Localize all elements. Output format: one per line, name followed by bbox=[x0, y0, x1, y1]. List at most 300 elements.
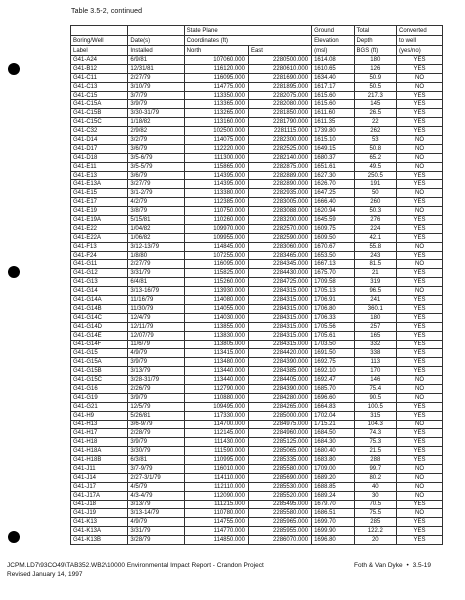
cell-date-installed: 3/30-31/79 bbox=[128, 109, 184, 118]
cell-boring-label: G41-G14D bbox=[71, 322, 128, 331]
cell-north-coord: 114395.000 bbox=[184, 180, 248, 189]
cell-converted-to-well: YES bbox=[397, 198, 443, 207]
cell-ground-elevation: 1615.10 bbox=[312, 136, 354, 145]
table-row bbox=[71, 473, 443, 482]
cell-boring-label: G41-G15A bbox=[71, 358, 128, 367]
cell-converted-to-well: YES bbox=[397, 127, 443, 136]
header-boring-line2: Label bbox=[71, 46, 128, 56]
header-conv-line1: Converted bbox=[397, 26, 443, 36]
cell-converted-to-well: NO bbox=[397, 162, 443, 171]
table-row bbox=[71, 207, 443, 216]
table-row bbox=[71, 367, 443, 376]
cell-converted-to-well: NO bbox=[397, 482, 443, 491]
cell-east-coord: 2285000.000 bbox=[248, 411, 311, 420]
cell-boring-label: G41-G13 bbox=[71, 278, 128, 287]
cell-boring-label: G41-H9 bbox=[71, 411, 128, 420]
cell-converted-to-well: NO bbox=[397, 242, 443, 251]
cell-converted-to-well: YES bbox=[397, 109, 443, 118]
cell-date-installed: 3/5-6/79 bbox=[128, 153, 184, 162]
cell-ground-elevation: 1739.80 bbox=[312, 127, 354, 136]
cell-converted-to-well: YES bbox=[397, 216, 443, 225]
cell-east-coord: 2284315.000 bbox=[248, 322, 311, 331]
cell-east-coord: 2285955.000 bbox=[248, 527, 311, 536]
cell-converted-to-well: NO bbox=[397, 384, 443, 393]
cell-east-coord: 2284265.000 bbox=[248, 402, 311, 411]
cell-north-coord: 114755.000 bbox=[184, 518, 248, 527]
cell-east-coord: 2284405.000 bbox=[248, 376, 311, 385]
cell-north-coord: 111590.000 bbox=[184, 447, 248, 456]
cell-boring-label: G41-J17 bbox=[71, 482, 128, 491]
cell-total-depth: 288 bbox=[354, 456, 396, 465]
cell-north-coord: 113830.000 bbox=[184, 331, 248, 340]
cell-east-coord: 2285690.000 bbox=[248, 473, 311, 482]
cell-converted-to-well: YES bbox=[397, 331, 443, 340]
cell-total-depth: 50.5 bbox=[354, 82, 396, 91]
table-row bbox=[71, 518, 443, 527]
cell-date-installed: 3/13-14/79 bbox=[128, 509, 184, 518]
header-east: East bbox=[248, 46, 311, 56]
cell-north-coord: 113265.000 bbox=[184, 109, 248, 118]
cell-converted-to-well: YES bbox=[397, 313, 443, 322]
cell-date-installed: 3/9/79 bbox=[128, 100, 184, 109]
cell-date-installed: 3/10/79 bbox=[128, 82, 184, 91]
cell-total-depth: 146 bbox=[354, 376, 396, 385]
cell-converted-to-well: NO bbox=[397, 393, 443, 402]
cell-converted-to-well: YES bbox=[397, 56, 443, 65]
cell-north-coord: 113365.000 bbox=[184, 100, 248, 109]
cell-converted-to-well: NO bbox=[397, 420, 443, 429]
cell-north-coord: 112385.000 bbox=[184, 198, 248, 207]
cell-north-coord: 110750.000 bbox=[184, 207, 248, 216]
cell-total-depth: 180 bbox=[354, 56, 396, 65]
cell-ground-elevation: 1645.59 bbox=[312, 216, 354, 225]
cell-north-coord: 114850.000 bbox=[184, 536, 248, 545]
cell-total-depth: 20 bbox=[354, 536, 396, 545]
cell-converted-to-well: YES bbox=[397, 340, 443, 349]
cell-ground-elevation: 1666.40 bbox=[312, 198, 354, 207]
cell-east-coord: 2284725.000 bbox=[248, 278, 311, 287]
cell-converted-to-well: NO bbox=[397, 153, 443, 162]
cell-boring-label: G41-C32 bbox=[71, 127, 128, 136]
cell-north-coord: 111430.000 bbox=[184, 438, 248, 447]
cell-date-installed: 3/2/79 bbox=[128, 136, 184, 145]
cell-total-depth: 262 bbox=[354, 127, 396, 136]
table-row bbox=[71, 349, 443, 358]
cell-east-coord: 2285530.000 bbox=[248, 482, 311, 491]
cell-ground-elevation: 1627.30 bbox=[312, 171, 354, 180]
cell-boring-label: G41-H18 bbox=[71, 438, 128, 447]
cell-converted-to-well: NO bbox=[397, 144, 443, 153]
cell-east-coord: 2284315.000 bbox=[248, 331, 311, 340]
cell-ground-elevation: 1649.15 bbox=[312, 144, 354, 153]
cell-boring-label: G41-K13B bbox=[71, 536, 128, 545]
cell-boring-label: G41-G12 bbox=[71, 269, 128, 278]
cell-date-installed: 3/8/79 bbox=[128, 207, 184, 216]
cell-converted-to-well: YES bbox=[397, 447, 443, 456]
cell-ground-elevation: 1647.25 bbox=[312, 189, 354, 198]
table-row bbox=[71, 153, 443, 162]
cell-north-coord: 114030.000 bbox=[184, 313, 248, 322]
cell-north-coord: 113930.000 bbox=[184, 287, 248, 296]
cell-total-depth: 81.5 bbox=[354, 260, 396, 269]
cell-ground-elevation: 1696.60 bbox=[312, 393, 354, 402]
cell-north-coord: 115260.000 bbox=[184, 278, 248, 287]
cell-north-coord: 110995.000 bbox=[184, 456, 248, 465]
cell-converted-to-well: NO bbox=[397, 73, 443, 82]
cell-date-installed: 12/5/79 bbox=[128, 402, 184, 411]
binder-hole-middle bbox=[8, 266, 20, 278]
header-date-blank bbox=[128, 26, 184, 36]
cell-ground-elevation: 1702.04 bbox=[312, 411, 354, 420]
cell-north-coord: 113855.000 bbox=[184, 322, 248, 331]
table-row bbox=[71, 242, 443, 251]
cell-east-coord: 2280500.000 bbox=[248, 56, 311, 65]
table-row bbox=[71, 411, 443, 420]
cell-north-coord: 114700.000 bbox=[184, 420, 248, 429]
cell-boring-label: G41-J17A bbox=[71, 491, 128, 500]
cell-north-coord: 116095.000 bbox=[184, 260, 248, 269]
cell-ground-elevation: 1609.75 bbox=[312, 224, 354, 233]
cell-total-depth: 40 bbox=[354, 482, 396, 491]
cell-date-installed: 4/2/79 bbox=[128, 198, 184, 207]
cell-ground-elevation: 1709.00 bbox=[312, 464, 354, 473]
cell-east-coord: 2284315.000 bbox=[248, 313, 311, 322]
cell-ground-elevation: 1689.24 bbox=[312, 491, 354, 500]
cell-boring-label: G41-J11 bbox=[71, 464, 128, 473]
cell-north-coord: 113480.000 bbox=[184, 358, 248, 367]
table-row bbox=[71, 296, 443, 305]
table-row bbox=[71, 278, 443, 287]
cell-north-coord: 116120.000 bbox=[184, 64, 248, 73]
cell-east-coord: 2282935.000 bbox=[248, 189, 311, 198]
cell-north-coord: 111215.000 bbox=[184, 500, 248, 509]
cell-north-coord: 111300.000 bbox=[184, 153, 248, 162]
cell-date-installed: 2/27/79 bbox=[128, 260, 184, 269]
cell-date-installed: 11/16/79 bbox=[128, 296, 184, 305]
table-row bbox=[71, 56, 443, 65]
cell-ground-elevation: 1709.58 bbox=[312, 278, 354, 287]
cell-total-depth: 217.3 bbox=[354, 91, 396, 100]
cell-boring-label: G41-C15 bbox=[71, 91, 128, 100]
footer-revised-date: Revised January 14, 1997 bbox=[7, 570, 83, 578]
cell-ground-elevation: 1705.61 bbox=[312, 331, 354, 340]
cell-boring-label: G41-F24 bbox=[71, 251, 128, 260]
cell-boring-label: G41-G15C bbox=[71, 376, 128, 385]
table-row bbox=[71, 438, 443, 447]
header-date-line1: Date(s) bbox=[128, 36, 184, 46]
cell-date-installed: 1/8/80 bbox=[128, 251, 184, 260]
cell-converted-to-well: NO bbox=[397, 376, 443, 385]
cell-ground-elevation: 1715.21 bbox=[312, 420, 354, 429]
cell-converted-to-well: YES bbox=[397, 278, 443, 287]
cell-east-coord: 2281790.000 bbox=[248, 118, 311, 127]
cell-ground-elevation: 1683.80 bbox=[312, 456, 354, 465]
cell-east-coord: 2285580.000 bbox=[248, 509, 311, 518]
table-row bbox=[71, 456, 443, 465]
cell-date-installed: 3/13/79 bbox=[128, 500, 184, 509]
cell-east-coord: 2284385.000 bbox=[248, 367, 311, 376]
cell-total-depth: 104.3 bbox=[354, 420, 396, 429]
cell-ground-elevation: 1705.13 bbox=[312, 287, 354, 296]
cell-converted-to-well: YES bbox=[397, 518, 443, 527]
cell-east-coord: 2284345.000 bbox=[248, 260, 311, 269]
cell-boring-label: G41-K13A bbox=[71, 527, 128, 536]
cell-east-coord: 2284430.000 bbox=[248, 269, 311, 278]
cell-total-depth: 74.3 bbox=[354, 429, 396, 438]
cell-north-coord: 113380.000 bbox=[184, 189, 248, 198]
cell-boring-label: G41-C15B bbox=[71, 109, 128, 118]
cell-boring-label: G41-D17 bbox=[71, 144, 128, 153]
cell-date-installed: 4/3-4/79 bbox=[128, 491, 184, 500]
cell-converted-to-well: YES bbox=[397, 527, 443, 536]
cell-north-coord: 107060.000 bbox=[184, 56, 248, 65]
cell-converted-to-well: YES bbox=[397, 224, 443, 233]
cell-ground-elevation: 1664.83 bbox=[312, 402, 354, 411]
table-row bbox=[71, 136, 443, 145]
cell-date-installed: 5/15/81 bbox=[128, 216, 184, 225]
cell-boring-label: G41-C15C bbox=[71, 118, 128, 127]
cell-total-depth: 243 bbox=[354, 251, 396, 260]
cell-boring-label: G41-E22A bbox=[71, 233, 128, 242]
cell-ground-elevation: 1611.60 bbox=[312, 109, 354, 118]
table-row bbox=[71, 304, 443, 313]
cell-boring-label: G41-J19 bbox=[71, 509, 128, 518]
cell-east-coord: 2285965.000 bbox=[248, 518, 311, 527]
cell-ground-elevation: 1610.65 bbox=[312, 64, 354, 73]
cell-boring-label: G41-B12 bbox=[71, 64, 128, 73]
cell-converted-to-well: NO bbox=[397, 136, 443, 145]
header-depth-line1: Total bbox=[354, 26, 396, 36]
header-depth-line3: BGS (ft) bbox=[354, 46, 396, 56]
cell-total-depth: 49.5 bbox=[354, 162, 396, 171]
cell-east-coord: 2284315.000 bbox=[248, 296, 311, 305]
cell-date-installed: 2/28/79 bbox=[128, 429, 184, 438]
cell-total-depth: 42.1 bbox=[354, 233, 396, 242]
cell-boring-label: G41-D18 bbox=[71, 153, 128, 162]
cell-converted-to-well: NO bbox=[397, 260, 443, 269]
cell-east-coord: 2282889.000 bbox=[248, 171, 311, 180]
boring-well-table bbox=[70, 25, 443, 545]
cell-north-coord: 114395.000 bbox=[184, 171, 248, 180]
cell-date-installed: 4/9/79 bbox=[128, 349, 184, 358]
cell-ground-elevation: 1684.50 bbox=[312, 429, 354, 438]
cell-date-installed: 3/1-2/79 bbox=[128, 189, 184, 198]
cell-boring-label: G41-E15 bbox=[71, 189, 128, 198]
cell-converted-to-well: YES bbox=[397, 438, 443, 447]
cell-total-depth: 70.5 bbox=[354, 500, 396, 509]
cell-date-installed: 1/04/82 bbox=[128, 224, 184, 233]
cell-ground-elevation: 1680.37 bbox=[312, 153, 354, 162]
cell-east-coord: 2282570.000 bbox=[248, 224, 311, 233]
cell-north-coord: 114770.000 bbox=[184, 527, 248, 536]
cell-east-coord: 2286070.000 bbox=[248, 536, 311, 545]
cell-boring-label: G41-E17 bbox=[71, 198, 128, 207]
cell-converted-to-well: YES bbox=[397, 118, 443, 127]
cell-converted-to-well: YES bbox=[397, 64, 443, 73]
table-row bbox=[71, 393, 443, 402]
cell-boring-label: G41-H17 bbox=[71, 429, 128, 438]
cell-east-coord: 2284960.000 bbox=[248, 429, 311, 438]
cell-total-depth: 241 bbox=[354, 296, 396, 305]
cell-ground-elevation: 1692.10 bbox=[312, 367, 354, 376]
cell-east-coord: 2283200.000 bbox=[248, 216, 311, 225]
cell-east-coord: 2284315.000 bbox=[248, 304, 311, 313]
cell-converted-to-well: YES bbox=[397, 367, 443, 376]
cell-converted-to-well: NO bbox=[397, 82, 443, 91]
header-elev-line3: (msl) bbox=[312, 46, 354, 56]
footer-right bbox=[354, 562, 431, 569]
table-row bbox=[71, 91, 443, 100]
cell-boring-label: G41-G15 bbox=[71, 349, 128, 358]
cell-east-coord: 2283465.000 bbox=[248, 251, 311, 260]
cell-ground-elevation: 1617.17 bbox=[312, 82, 354, 91]
cell-north-coord: 110880.000 bbox=[184, 393, 248, 402]
cell-total-depth: 22 bbox=[354, 118, 396, 127]
cell-date-installed: 1/06/82 bbox=[128, 233, 184, 242]
cell-boring-label: G41-G14F bbox=[71, 340, 128, 349]
cell-east-coord: 2282875.000 bbox=[248, 162, 311, 171]
table-row bbox=[71, 500, 443, 509]
cell-converted-to-well: YES bbox=[397, 429, 443, 438]
table-row bbox=[71, 144, 443, 153]
cell-converted-to-well: YES bbox=[397, 296, 443, 305]
table-row bbox=[71, 509, 443, 518]
header-conv-line3: (yes/no) bbox=[397, 46, 443, 56]
table-row bbox=[71, 233, 443, 242]
cell-date-installed: 3/6/79 bbox=[128, 171, 184, 180]
cell-converted-to-well: NO bbox=[397, 189, 443, 198]
footer-page-number: 3.5-19 bbox=[412, 562, 431, 569]
cell-total-depth: 276 bbox=[354, 216, 396, 225]
table-row bbox=[71, 464, 443, 473]
cell-total-depth: 285 bbox=[354, 518, 396, 527]
cell-total-depth: 50.8 bbox=[354, 144, 396, 153]
cell-ground-elevation: 1686.51 bbox=[312, 509, 354, 518]
cell-boring-label: G41-G14E bbox=[71, 331, 128, 340]
cell-boring-label: G41-G14 bbox=[71, 287, 128, 296]
cell-total-depth: 99.7 bbox=[354, 464, 396, 473]
cell-east-coord: 2282890.000 bbox=[248, 180, 311, 189]
cell-converted-to-well: YES bbox=[397, 358, 443, 367]
cell-date-installed: 6/3/81 bbox=[128, 456, 184, 465]
cell-date-installed: 3/28/79 bbox=[128, 536, 184, 545]
cell-total-depth: 26.5 bbox=[354, 109, 396, 118]
cell-date-installed: 3/7/79 bbox=[128, 91, 184, 100]
cell-boring-label: G41-E19A bbox=[71, 216, 128, 225]
cell-east-coord: 2285335.000 bbox=[248, 456, 311, 465]
cell-date-installed: 3/13-16/79 bbox=[128, 287, 184, 296]
cell-east-coord: 2282300.000 bbox=[248, 136, 311, 145]
cell-ground-elevation: 1689.20 bbox=[312, 473, 354, 482]
cell-boring-label: G41-G16 bbox=[71, 384, 128, 393]
cell-total-depth: 315 bbox=[354, 411, 396, 420]
cell-east-coord: 2282075.000 bbox=[248, 91, 311, 100]
header-boring-line1: Boring/Well bbox=[71, 36, 128, 46]
cell-east-coord: 2284315.000 bbox=[248, 287, 311, 296]
table-caption: Table 3.5-2, continued bbox=[71, 8, 143, 15]
cell-date-installed: 3/27/79 bbox=[128, 180, 184, 189]
cell-east-coord: 2285495.000 bbox=[248, 500, 311, 509]
header-elev-line1: Ground bbox=[312, 26, 354, 36]
cell-date-installed: 6/9/81 bbox=[128, 56, 184, 65]
cell-date-installed: 3/31/79 bbox=[128, 269, 184, 278]
cell-boring-label: G41-G14B bbox=[71, 304, 128, 313]
table-row bbox=[71, 127, 443, 136]
cell-converted-to-well: YES bbox=[397, 500, 443, 509]
cell-north-coord: 110780.000 bbox=[184, 509, 248, 518]
cell-converted-to-well: YES bbox=[397, 536, 443, 545]
cell-boring-label: G41-K13 bbox=[71, 518, 128, 527]
cell-total-depth: 100.5 bbox=[354, 402, 396, 411]
cell-ground-elevation: 1620.94 bbox=[312, 207, 354, 216]
table-row bbox=[71, 269, 443, 278]
table-row bbox=[71, 429, 443, 438]
cell-date-installed: 1/18/82 bbox=[128, 118, 184, 127]
table-row bbox=[71, 180, 443, 189]
cell-total-depth: 90.5 bbox=[354, 393, 396, 402]
cell-total-depth: 224 bbox=[354, 224, 396, 233]
cell-ground-elevation: 1615.60 bbox=[312, 91, 354, 100]
cell-date-installed: 3/9/79 bbox=[128, 393, 184, 402]
cell-ground-elevation: 1679.70 bbox=[312, 500, 354, 509]
cell-date-installed: 3/7-9/79 bbox=[128, 464, 184, 473]
cell-date-installed: 3/28-31/79 bbox=[128, 376, 184, 385]
cell-boring-label: G41-G14C bbox=[71, 313, 128, 322]
cell-total-depth: 113 bbox=[354, 358, 396, 367]
table-row bbox=[71, 527, 443, 536]
cell-converted-to-well: YES bbox=[397, 456, 443, 465]
cell-total-depth: 250.5 bbox=[354, 171, 396, 180]
cell-ground-elevation: 1705.56 bbox=[312, 322, 354, 331]
header-elev-line2: Elevation bbox=[312, 36, 354, 46]
cell-ground-elevation: 1696.80 bbox=[312, 536, 354, 545]
table-row bbox=[71, 100, 443, 109]
cell-total-depth: 53 bbox=[354, 136, 396, 145]
cell-north-coord: 115825.000 bbox=[184, 269, 248, 278]
cell-north-coord: 107255.000 bbox=[184, 251, 248, 260]
cell-north-coord: 112110.000 bbox=[184, 482, 248, 491]
cell-total-depth: 319 bbox=[354, 278, 396, 287]
cell-ground-elevation: 1675.70 bbox=[312, 269, 354, 278]
cell-north-coord: 116010.000 bbox=[184, 464, 248, 473]
cell-date-installed: 3/30/79 bbox=[128, 447, 184, 456]
binder-hole-top bbox=[8, 63, 20, 75]
cell-converted-to-well: NO bbox=[397, 287, 443, 296]
cell-total-depth: 50.3 bbox=[354, 207, 396, 216]
cell-ground-elevation: 1680.40 bbox=[312, 447, 354, 456]
cell-north-coord: 114080.000 bbox=[184, 296, 248, 305]
cell-date-installed: 3/31/79 bbox=[128, 527, 184, 536]
cell-north-coord: 112090.000 bbox=[184, 491, 248, 500]
footer-left bbox=[7, 562, 264, 579]
cell-total-depth: 191 bbox=[354, 180, 396, 189]
cell-north-coord: 112790.000 bbox=[184, 384, 248, 393]
cell-ground-elevation: 1692.75 bbox=[312, 358, 354, 367]
cell-total-depth: 75.3 bbox=[354, 438, 396, 447]
cell-boring-label: G41-H18A bbox=[71, 447, 128, 456]
cell-east-coord: 2281115.000 bbox=[248, 127, 311, 136]
cell-total-depth: 360.1 bbox=[354, 304, 396, 313]
table-row bbox=[71, 482, 443, 491]
cell-converted-to-well: NO bbox=[397, 509, 443, 518]
table-row bbox=[71, 491, 443, 500]
cell-ground-elevation: 1692.47 bbox=[312, 376, 354, 385]
cell-total-depth: 21 bbox=[354, 269, 396, 278]
cell-boring-label: G41-C11 bbox=[71, 73, 128, 82]
cell-north-coord: 115865.000 bbox=[184, 162, 248, 171]
cell-total-depth: 338 bbox=[354, 349, 396, 358]
table-row bbox=[71, 402, 443, 411]
